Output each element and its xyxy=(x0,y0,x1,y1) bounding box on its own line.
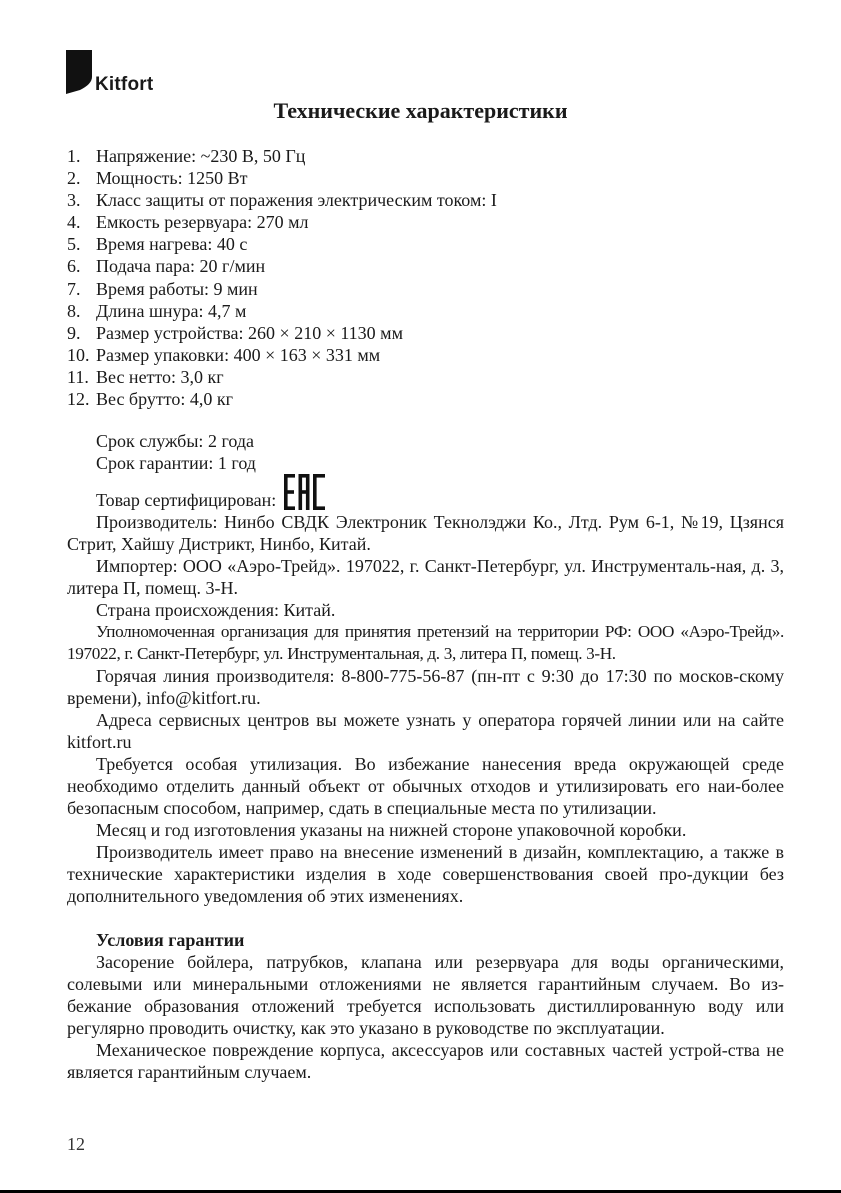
spec-item xyxy=(67,255,787,277)
spec-text: Вес нетто: 3,0 кг xyxy=(96,366,224,387)
kitfort-logo xyxy=(66,50,153,94)
spec-item xyxy=(67,366,787,388)
spec-number: 7. xyxy=(67,278,81,299)
spec-number: 4. xyxy=(67,212,81,233)
eac-certification-icon xyxy=(284,474,325,510)
spec-text: Вес брутто: 4,0 кг xyxy=(96,389,233,410)
spec-text: Класс защиты от поражения электрическим током: I xyxy=(96,190,497,211)
section-spacer xyxy=(67,907,784,929)
spec-item xyxy=(67,300,787,322)
warranty-paragraph: Механическое повреждение корпуса, аксессуаров или составных частей устрой-ства не является гарантийным случаем. xyxy=(67,1040,784,1082)
spec-text: Напряжение: ~230 В, 50 Гц xyxy=(96,146,306,166)
brand-name: Kitfort xyxy=(95,74,154,95)
spec-number: 6. xyxy=(67,256,81,277)
manufacture-date-info: Месяц и год изготовления указаны на нижней стороне упаковочной коробки. xyxy=(96,820,687,840)
spec-number: 3. xyxy=(67,190,81,211)
spec-text: Мощность: 1250 Вт xyxy=(96,168,248,189)
info-section xyxy=(67,430,784,1083)
spec-item xyxy=(67,233,787,255)
service-centers-info: Адреса сервисных центров вы можете узнать у оператора горячей линии или на сайте kitfort.ru xyxy=(67,710,784,752)
spec-item xyxy=(67,189,787,211)
importer-info: Импортер: ООО «Аэро-Трейд». 197022, г. Санкт-Петербург, ул. Инструменталь-ная, д. 3, литера П, помещ. 3-Н. xyxy=(67,556,784,598)
kitfort-logo-mark-icon xyxy=(66,50,92,94)
certification-label: Товар сертифицирован: xyxy=(96,490,277,510)
spec-number: 1. xyxy=(67,146,81,166)
changes-notice: Производитель имеет право на внесение изменений в дизайн, комплектацию, а также в технические характеристики изделия в ходе совершенствования своей про-дукции без дополнительного уведомления об этих изменениях. xyxy=(67,842,784,906)
page-number: 12 xyxy=(67,1134,85,1154)
manufacturer-info: Производитель: Нинбо СВДК Электроник Текнолэджи Ко., Лтд. Рум 6-1, №19, Цзянся Стрит, Хайшу Дистрикт, Нинбо, Китай. xyxy=(67,512,784,554)
authorized-organization: Уполномоченная организация для принятия претензий на территории РФ: ООО «Аэро-Трейд». 197022, г. Санкт-Петербург, ул. Инструментальная, д. 3, литера П, помещ. 3-Н. xyxy=(67,622,784,663)
spec-text: Подача пара: 20 г/мин xyxy=(96,256,266,277)
warranty-period: Срок гарантии: 1 год xyxy=(96,453,256,473)
spec-number: 2. xyxy=(67,168,81,189)
spec-item xyxy=(67,388,787,410)
spec-text: Время работы: 9 мин xyxy=(96,278,258,299)
certification-line xyxy=(67,474,784,511)
page-title: Технические характеристики xyxy=(273,98,568,123)
spec-text: Время нагрева: 40 с xyxy=(96,234,248,255)
spec-number: 9. xyxy=(67,322,81,343)
warranty-title: Условия гарантии xyxy=(96,930,245,950)
spec-item xyxy=(67,145,787,167)
spec-item xyxy=(67,322,787,344)
service-life: Срок службы: 2 года xyxy=(96,431,255,451)
spec-item xyxy=(67,167,787,189)
spec-number: 8. xyxy=(67,300,81,321)
country-of-origin: Страна происхождения: Китай. xyxy=(96,600,336,620)
spec-text: Длина шнура: 4,7 м xyxy=(96,300,247,321)
spec-item xyxy=(67,211,787,233)
spec-item xyxy=(67,278,787,300)
spec-text: Размер упаковки: 400 × 163 × 331 мм xyxy=(96,344,381,365)
spec-number: 10. xyxy=(67,344,90,365)
spec-number: 11. xyxy=(67,366,89,387)
spec-item xyxy=(67,344,787,366)
disposal-info: Требуется особая утилизация. Во избежание нанесения вреда окружающей среде необходимо отделить данный объект от обычных отходов и утилизировать его наи-более безопасным способом, например, сдать в специальные места по утилизации. xyxy=(67,754,784,818)
spec-number: 12. xyxy=(67,389,90,410)
warranty-paragraph: Засорение бойлера, патрубков, клапана или резервуара для воды органическими, солевыми или минеральными отложениями не является гарантийным случаем. Во из-бежание образования отложений требуется использовать дистиллированную воду или регулярно проводить очистку, как это указано в руководстве по эксплуатации. xyxy=(67,952,784,1038)
spec-text: Размер устройства: 260 × 210 × 1130 мм xyxy=(96,322,403,343)
hotline-info: Горячая линия производителя: 8-800-775-56-87 (пн-пт с 9:30 до 17:30 по москов-скому времени), info@kitfort.ru. xyxy=(67,666,784,708)
spec-text: Емкость резервуара: 270 мл xyxy=(96,212,309,233)
spec-list xyxy=(67,145,787,410)
spec-number: 5. xyxy=(67,234,81,255)
